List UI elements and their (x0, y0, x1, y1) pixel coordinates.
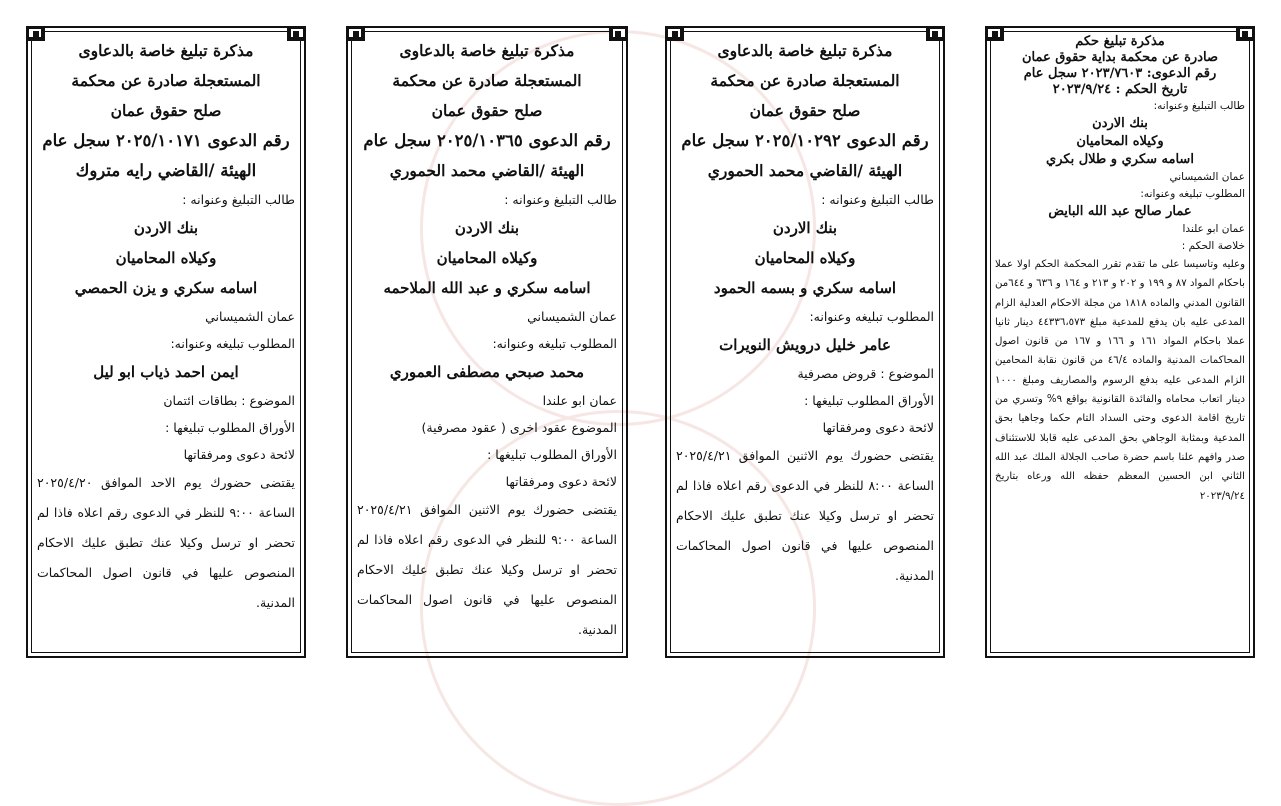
requester-lawyers: اسامه سكري و طلال بكري (1046, 152, 1194, 167)
requester-lawyers: اسامه سكري و يزن الحمصي (74, 279, 258, 297)
papers-label: الأوراق المطلوب تبليغها : (804, 393, 934, 408)
notice-body: يقتضى حضورك يوم الاحد الموافق ٢٠٢٥/٤/٢٠ الساعة ٩:٠٠ للنظر في الدعوى رقم اعلاه فاذا لم تحضر او ترسل وكيلا عنك تطبق عليك الاحكام المنصوص عليها في قانون اصول المحاكمات المدنية. (37, 475, 296, 610)
case-number: رقم الدعوى: ٢٠٢٣/٧٦٠٣ سجل عام (1023, 66, 1217, 81)
notice-2 (346, 26, 628, 658)
subject: الموضوع عقود اخرى ( عقود مصرفية) (421, 420, 617, 435)
papers: لائحة دعوى ومرفقاتها (183, 447, 295, 462)
court-line: المستعجلة صادرة عن محكمة (392, 71, 582, 90)
papers-label: الأوراق المطلوب تبليغها : (487, 447, 617, 462)
judgment-text: وعليه وتاسيسا على ما تقدم تقرر المحكمة الحكم اولا عملا باحكام المواد ٨٧ و ١٩٩ و ٢٠٢ و ٢١٣ و ١٦٤ و ٦٣٦ و ٦٤٤من القانون المدني والماده ١٨١٨ من مجلة الاحكام العدلية الزام المدعى عليه بان يدفع للمدعية مبلغ ٤٤٣٣٦،٥٧٣ دينار ثانيا عملا باحكام المواد ١٦١ و ١٦٦ و ١٦٧ من قانون اصول المحاكمات المدنية والماده ٤٦/٤ من قانون نقابة المحامين الزام المدعى عليه بدفع الرسوم والمصاريف ومبلغ ١٠٠٠ دينار اتعاب محاماه والفائدة القانونية بواقع ٩% وتسري من تاريخ اقامة الدعوى وحتى السداد التام حكما وجاهيا بحق المدعية وبمثابة الوجاهي بحق المدعى عليه قابلا للاستئناف صدر وافهم علنا باسم حضرة صاحب الجلالة الملك عبد الله الثاني ابن الحسين المعظم حفظه الله ورعاه بتاريخ ٢٠٢٣/٩/٢٤ (995, 259, 1245, 502)
judgment-date: تاريخ الحكم : ٢٠٢٣/٩/٢٤ (1052, 82, 1188, 97)
case-number: رقم الدعوى ٢٠٢٥/١٠١٧١ سجل عام (42, 131, 290, 150)
court-name: صلح حقوق عمان (749, 101, 861, 120)
court-line: المستعجلة صادرة عن محكمة (71, 71, 261, 90)
notice-4 (985, 26, 1255, 658)
case-number: رقم الدعوى ٢٠٢٥/١٠٣٦٥ سجل عام (363, 131, 611, 150)
requester-lawyers-label: وكيلاه المحاميان (1076, 134, 1164, 149)
requester-label: طالب التبليغ وعنوانه : (182, 192, 295, 207)
corner-ornament (287, 26, 306, 41)
requester-label: طالب التبليغ وعنوانه : (504, 192, 617, 207)
target-name: عامر خليل درويش النويرات (719, 336, 891, 354)
target-label: المطلوب تبليغه وعنوانه: (492, 336, 617, 351)
papers: لائحة دعوى ومرفقاتها (505, 474, 617, 489)
requester-label: طالب التبليغ وعنوانه: (1153, 100, 1245, 112)
case-number: رقم الدعوى ٢٠٢٥/١٠٢٩٢ سجل عام (681, 131, 929, 150)
requester-name: بنك الاردن (1092, 116, 1148, 131)
subject: الموضوع : بطاقات ائتمان (163, 393, 295, 408)
court-name: صلح حقوق عمان (110, 101, 222, 120)
subject: الموضوع : قروض مصرفية (797, 366, 934, 381)
requester-address: عمان الشميساني (1169, 171, 1245, 183)
corner-ornament (665, 26, 684, 41)
target-address: عمان ابو علندا (1182, 223, 1245, 235)
target-address: عمان ابو علندا (542, 393, 617, 408)
corner-ornament (346, 26, 365, 41)
requester-name: بنك الاردن (454, 219, 520, 237)
judge: الهيئة /القاضي رايه متروك (75, 161, 257, 180)
requester-lawyers-label: وكيلاه المحاميان (754, 249, 856, 267)
notice-body: يقتضى حضورك يوم الاثنين الموافق ٢٠٢٥/٤/٢١ الساعة ٩:٠٠ للنظر في الدعوى رقم اعلاه فاذا لم تحضر او ترسل وكيلا عنك تطبق عليك الاحكام المنصوص عليها في قانون اصول المحاكمات المدنية. (357, 502, 618, 637)
notice-title: مذكرة تبليغ خاصة بالدعاوى (717, 41, 893, 60)
notice-title: مذكرة تبليغ خاصة بالدعاوى (78, 41, 254, 60)
court-name: صادرة عن محكمة بداية حقوق عمان (1021, 50, 1218, 65)
corner-ornament (26, 26, 45, 41)
target-name: ايمن احمد ذياب ابو ليل (93, 363, 239, 381)
requester-lawyers: اسامه سكري و عبد الله الملاحمه (383, 279, 591, 297)
requester-lawyers-label: وكيلاه المحاميان (115, 249, 217, 267)
target-name: محمد صبحي مصطفى العموري (389, 363, 585, 381)
requester-address: عمان الشميساني (527, 309, 617, 324)
court-line: المستعجلة صادرة عن محكمة (710, 71, 900, 90)
notice-title: مذكرة تبليغ خاصة بالدعاوى (399, 41, 575, 60)
requester-name: بنك الاردن (772, 219, 838, 237)
summary-label: خلاصة الحكم : (1181, 240, 1245, 252)
requester-label: طالب التبليغ وعنوانه : (821, 192, 934, 207)
court-name: صلح حقوق عمان (431, 101, 543, 120)
judge: الهيئة /القاضي محمد الحموري (707, 161, 903, 180)
corner-ornament (609, 26, 628, 41)
requester-lawyers: اسامه سكري و بسمه الحمود (713, 279, 897, 297)
requester-name: بنك الاردن (133, 219, 199, 237)
requester-address: عمان الشميساني (205, 309, 295, 324)
target-name: عمار صالح عبد الله البايض (1048, 204, 1192, 219)
judge: الهيئة /القاضي محمد الحموري (389, 161, 585, 180)
target-label: المطلوب تبليغه وعنوانه: (1140, 188, 1245, 200)
target-label: المطلوب تبليغه وعنوانه: (170, 336, 295, 351)
papers: لائحة دعوى ومرفقاتها (822, 420, 934, 435)
notice-3 (665, 26, 945, 658)
requester-lawyers-label: وكيلاه المحاميان (436, 249, 538, 267)
corner-ornament (1236, 26, 1255, 41)
papers-label: الأوراق المطلوب تبليغها : (165, 420, 295, 435)
corner-ornament (926, 26, 945, 41)
notice-body: يقتضى حضورك يوم الاثنين الموافق ٢٠٢٥/٤/٢١ الساعة ٨:٠٠ للنظر في الدعوى رقم اعلاه فاذا لم تحضر او ترسل وكيلا عنك تطبق عليك الاحكام المنصوص عليها في قانون اصول المحاكمات المدنية. (676, 448, 935, 583)
target-label: المطلوب تبليغه وعنوانه: (809, 309, 934, 324)
corner-ornament (985, 26, 1004, 41)
notice-title: مذكرة تبليغ حكم (1075, 34, 1165, 49)
notice-1 (26, 26, 306, 658)
